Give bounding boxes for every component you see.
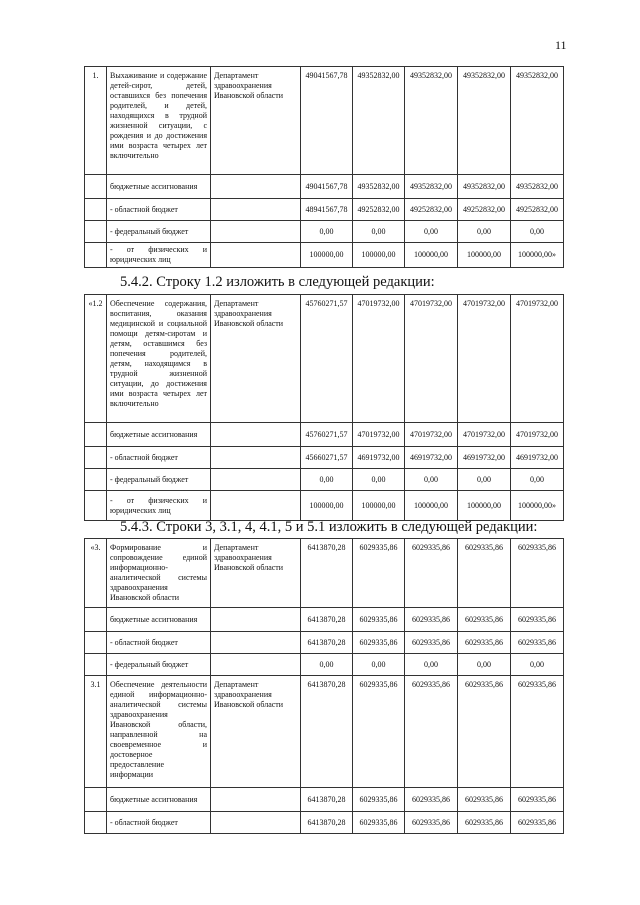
row-number-cell: «1.2 <box>85 295 107 423</box>
amount-cell: 6413870,28 <box>301 788 353 812</box>
row-department-cell <box>211 654 301 676</box>
amount-cell: 0,00 <box>301 469 353 491</box>
amount-cell: 6413870,28 <box>301 676 353 788</box>
amount-cell: 6029335,86 <box>353 676 405 788</box>
row-department-cell <box>211 812 301 834</box>
row-number-cell <box>85 423 107 447</box>
amount-cell: 49252832,00 <box>511 199 564 221</box>
table-row <box>85 243 564 268</box>
amount-cell: 45660271,57 <box>301 447 353 469</box>
row-name-cell: - федеральный бюджет <box>107 221 211 243</box>
row-department-cell <box>211 447 301 469</box>
row-number-cell <box>85 447 107 469</box>
row-department-cell <box>211 243 301 268</box>
section-heading-5-4-2: 5.4.2. Строку 1.2 изложить в следующей редакции: <box>120 274 435 290</box>
table-row <box>85 788 564 812</box>
amount-cell: 0,00 <box>301 221 353 243</box>
amount-cell: 0,00 <box>511 221 564 243</box>
amount-cell: 45760271,57 <box>301 295 353 423</box>
table-row <box>85 447 564 469</box>
row-department-cell: Департамент здравоохранения Ивановской области <box>211 295 301 423</box>
table-row <box>85 423 564 447</box>
amount-cell: 6029335,86 <box>405 788 458 812</box>
amount-cell: 0,00 <box>353 654 405 676</box>
amount-cell: 0,00 <box>458 221 511 243</box>
amount-cell: 47019732,00 <box>511 423 564 447</box>
amount-cell: 6029335,86 <box>353 539 405 608</box>
row-number-cell <box>85 469 107 491</box>
amount-cell: 6029335,86 <box>511 632 564 654</box>
amount-cell: 49352832,00 <box>405 67 458 175</box>
row-name-cell: - областной бюджет <box>107 447 211 469</box>
amount-cell: 48941567,78 <box>301 199 353 221</box>
row-department-cell <box>211 175 301 199</box>
row-department-cell: Департамент здравоохранения Ивановской области <box>211 539 301 608</box>
row-name-cell: - от физических и юридических лиц <box>107 243 211 268</box>
row-name-cell: - федеральный бюджет <box>107 654 211 676</box>
row-name-cell: - областной бюджет <box>107 199 211 221</box>
amount-cell: 46919732,00 <box>353 447 405 469</box>
row-department-cell <box>211 469 301 491</box>
table-row <box>85 676 564 788</box>
amount-cell: 6029335,86 <box>511 788 564 812</box>
amount-cell: 49252832,00 <box>353 199 405 221</box>
amount-cell: 47019732,00 <box>458 295 511 423</box>
amount-cell: 49041567,78 <box>301 67 353 175</box>
program-table-row-1 <box>84 66 564 268</box>
row-name-cell: бюджетные ассигнования <box>107 175 211 199</box>
table-row <box>85 632 564 654</box>
amount-cell: 6029335,86 <box>511 812 564 834</box>
amount-cell: 6413870,28 <box>301 539 353 608</box>
amount-cell: 0,00 <box>405 221 458 243</box>
amount-cell: 49352832,00 <box>458 175 511 199</box>
row-department-cell <box>211 423 301 447</box>
section-heading-5-4-3: 5.4.3. Строки 3, 3.1, 4, 4.1, 5 и 5.1 изложить в следующей редакции: <box>120 519 538 535</box>
row-name-cell: бюджетные ассигнования <box>107 608 211 632</box>
amount-cell: 0,00 <box>458 469 511 491</box>
program-table-row-1-2 <box>84 294 564 521</box>
amount-cell: 6029335,86 <box>405 608 458 632</box>
row-department-cell: Департамент здравоохранения Ивановской области <box>211 676 301 788</box>
amount-cell: 6029335,86 <box>511 676 564 788</box>
table-row <box>85 608 564 632</box>
table-row <box>85 175 564 199</box>
amount-cell: 0,00 <box>511 469 564 491</box>
amount-cell: 0,00 <box>458 654 511 676</box>
row-department-cell <box>211 221 301 243</box>
row-name-cell: Формирование и сопровождение единой информационно-аналитической системы здравоохранения Ивановской области <box>107 539 211 608</box>
amount-cell: 49352832,00 <box>511 175 564 199</box>
row-name-cell: Обеспечение содержания, воспитания, оказания медицинской и социальной помощи детям-сиротам и детям, оставшимся без попечения родителей, детям, находящимся в трудной жизненной ситуации, до достижения ими возраста четырех лет включительно <box>107 295 211 423</box>
amount-cell: 6413870,28 <box>301 812 353 834</box>
amount-cell: 6029335,86 <box>353 608 405 632</box>
amount-cell: 6413870,28 <box>301 608 353 632</box>
amount-cell: 6029335,86 <box>405 632 458 654</box>
amount-cell: 6029335,86 <box>353 632 405 654</box>
amount-cell: 47019732,00 <box>405 295 458 423</box>
amount-cell: 0,00 <box>353 221 405 243</box>
amount-cell: 6413870,28 <box>301 632 353 654</box>
amount-cell: 0,00 <box>405 654 458 676</box>
amount-cell: 49352832,00 <box>405 175 458 199</box>
row-number-cell <box>85 788 107 812</box>
row-department-cell <box>211 608 301 632</box>
amount-cell: 100000,00 <box>458 243 511 268</box>
amount-cell: 47019732,00 <box>511 295 564 423</box>
amount-cell: 6029335,86 <box>458 632 511 654</box>
amount-cell: 0,00 <box>511 654 564 676</box>
amount-cell: 6029335,86 <box>458 676 511 788</box>
amount-cell: 100000,00 <box>301 243 353 268</box>
row-number-cell <box>85 491 107 521</box>
row-department-cell <box>211 491 301 521</box>
amount-cell: 47019732,00 <box>353 295 405 423</box>
amount-cell: 45760271,57 <box>301 423 353 447</box>
row-department-cell <box>211 788 301 812</box>
row-name-cell: - от физических и юридических лиц <box>107 491 211 521</box>
row-number-cell <box>85 654 107 676</box>
amount-cell: 100000,00» <box>511 491 564 521</box>
amount-cell: 100000,00 <box>458 491 511 521</box>
program-table-rows-3 <box>84 538 564 834</box>
row-name-cell: бюджетные ассигнования <box>107 788 211 812</box>
amount-cell: 100000,00» <box>511 243 564 268</box>
row-number-cell: 1. <box>85 67 107 175</box>
row-name-cell: Выхаживание и содержание детей-сирот, детей, оставшихся без попечения родителей, и детей, находящихся в трудной жизненной ситуации, с рождения и до достижения ими возраста четырех лет включительно <box>107 67 211 175</box>
amount-cell: 49041567,78 <box>301 175 353 199</box>
row-name-cell: - областной бюджет <box>107 812 211 834</box>
amount-cell: 6029335,86 <box>511 539 564 608</box>
amount-cell: 6029335,86 <box>353 812 405 834</box>
table-row <box>85 491 564 521</box>
row-number-cell <box>85 608 107 632</box>
row-department-cell <box>211 199 301 221</box>
amount-cell: 0,00 <box>301 654 353 676</box>
table-row <box>85 221 564 243</box>
table-row <box>85 539 564 608</box>
amount-cell: 46919732,00 <box>405 447 458 469</box>
amount-cell: 6029335,86 <box>458 539 511 608</box>
row-number-cell <box>85 243 107 268</box>
table-row <box>85 469 564 491</box>
page-number: 11 <box>555 38 567 52</box>
amount-cell: 6029335,86 <box>458 788 511 812</box>
amount-cell: 49252832,00 <box>405 199 458 221</box>
row-department-cell: Департамент здравоохранения Ивановской области <box>211 67 301 175</box>
amount-cell: 6029335,86 <box>458 608 511 632</box>
table-row <box>85 654 564 676</box>
table-row <box>85 295 564 423</box>
amount-cell: 49352832,00 <box>458 67 511 175</box>
amount-cell: 46919732,00 <box>458 447 511 469</box>
amount-cell: 47019732,00 <box>458 423 511 447</box>
amount-cell: 100000,00 <box>405 491 458 521</box>
amount-cell: 6029335,86 <box>405 539 458 608</box>
row-number-cell: 3.1 <box>85 676 107 788</box>
amount-cell: 49252832,00 <box>458 199 511 221</box>
amount-cell: 0,00 <box>353 469 405 491</box>
row-number-cell <box>85 812 107 834</box>
amount-cell: 46919732,00 <box>511 447 564 469</box>
amount-cell: 0,00 <box>405 469 458 491</box>
amount-cell: 6029335,86 <box>405 676 458 788</box>
amount-cell: 49352832,00 <box>353 67 405 175</box>
amount-cell: 6029335,86 <box>405 812 458 834</box>
amount-cell: 49352832,00 <box>511 67 564 175</box>
row-number-cell <box>85 199 107 221</box>
amount-cell: 6029335,86 <box>353 788 405 812</box>
row-name-cell: - областной бюджет <box>107 632 211 654</box>
row-department-cell <box>211 632 301 654</box>
amount-cell: 100000,00 <box>405 243 458 268</box>
row-number-cell <box>85 632 107 654</box>
amount-cell: 47019732,00 <box>405 423 458 447</box>
row-number-cell: «3. <box>85 539 107 608</box>
amount-cell: 47019732,00 <box>353 423 405 447</box>
amount-cell: 6029335,86 <box>511 608 564 632</box>
amount-cell: 100000,00 <box>353 491 405 521</box>
row-name-cell: бюджетные ассигнования <box>107 423 211 447</box>
row-number-cell <box>85 221 107 243</box>
amount-cell: 100000,00 <box>353 243 405 268</box>
table-row <box>85 199 564 221</box>
table-row <box>85 812 564 834</box>
amount-cell: 100000,00 <box>301 491 353 521</box>
amount-cell: 49352832,00 <box>353 175 405 199</box>
row-name-cell: - федеральный бюджет <box>107 469 211 491</box>
table-row <box>85 67 564 175</box>
amount-cell: 6029335,86 <box>458 812 511 834</box>
row-number-cell <box>85 175 107 199</box>
row-name-cell: Обеспечение деятельности единой информационно-аналитической системы здравоохранения Ивановской области, направленной на своевременное и достоверное предоставление информации <box>107 676 211 788</box>
